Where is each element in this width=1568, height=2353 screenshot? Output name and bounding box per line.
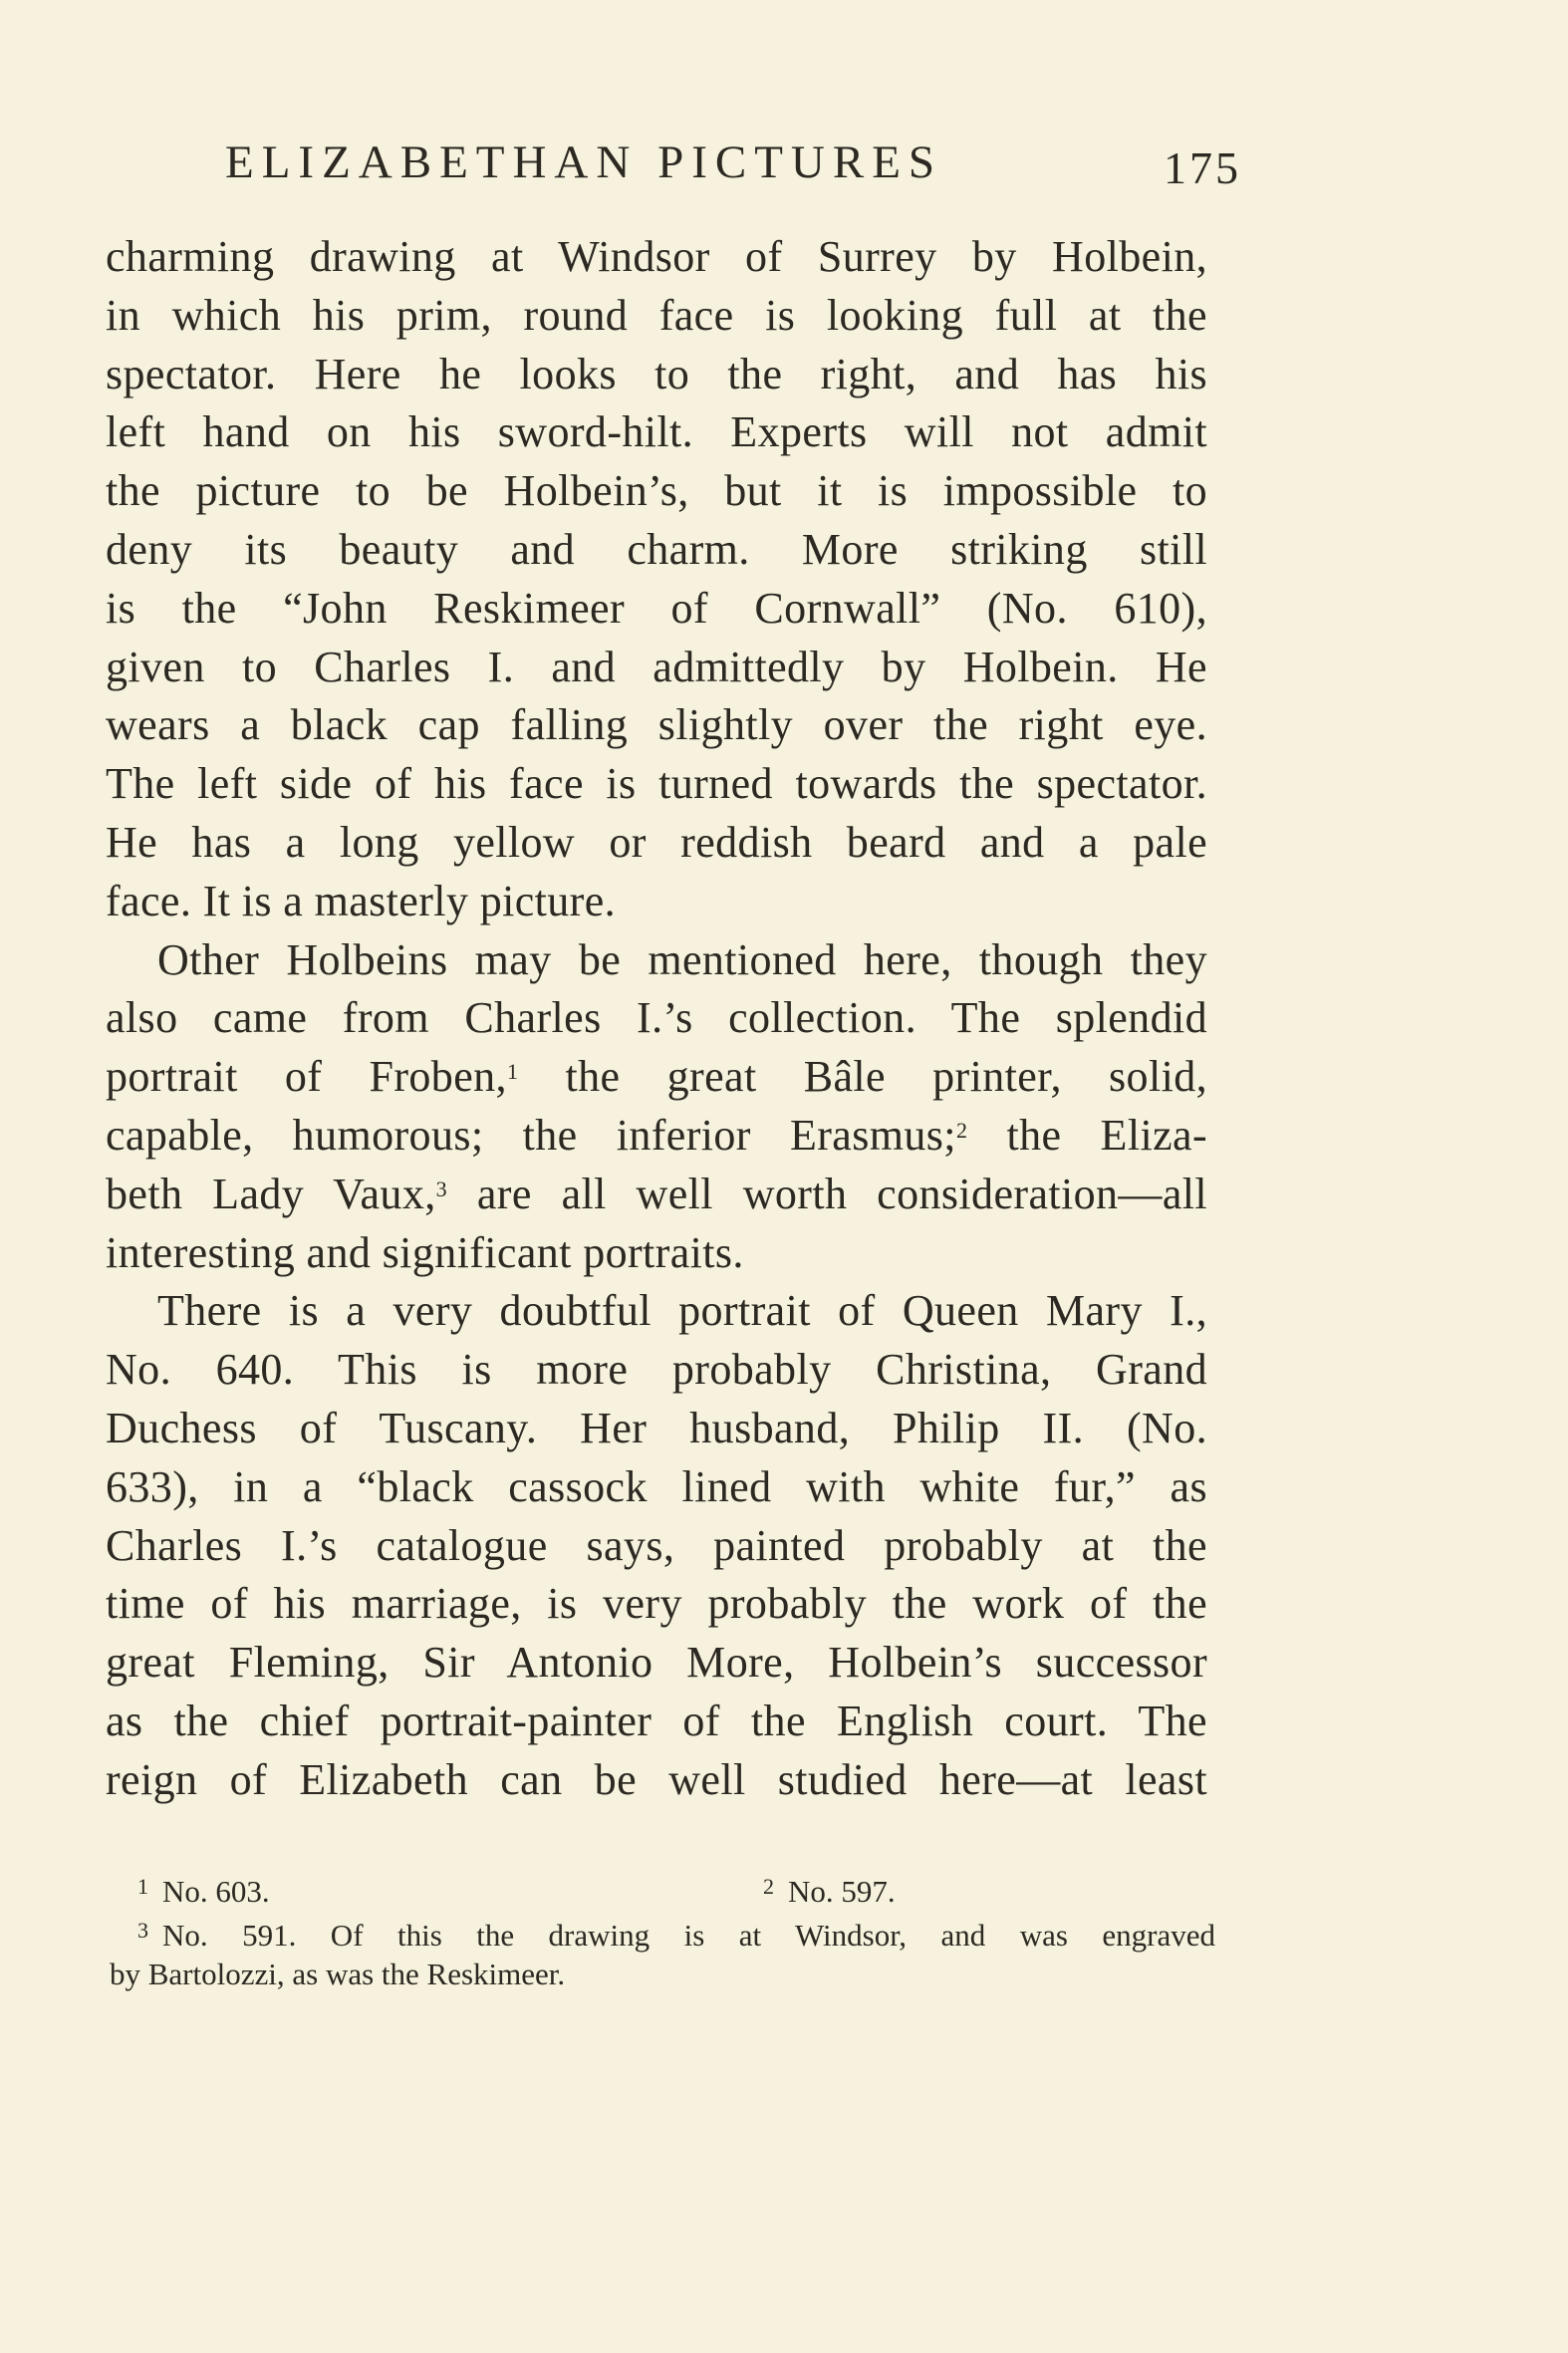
footnote-3-continued: by Bartolozzi, as was the Reskimeer. (110, 1957, 566, 1991)
text-line-vaux (106, 1166, 1207, 1224)
footnote-text: No. 603. (162, 1874, 270, 1909)
text-line: interesting and significant portraits. (106, 1227, 744, 1277)
text-line-froben (106, 1048, 1207, 1107)
footnotes (110, 1865, 1215, 1996)
text-line: deny its beauty and charm. More striking still (106, 524, 1207, 574)
footnote-1 (137, 1865, 270, 1914)
text-line: the picture to be Holbein’s, but it is impossible to (106, 466, 1207, 516)
text-fragment: are all well worth consideration—all (447, 1169, 1207, 1218)
text-fragment: beth Lady Vaux, (106, 1169, 436, 1218)
text-line: The left side of his face is turned towards the spectator. (106, 759, 1207, 809)
footnote-text: No. 597. (788, 1874, 896, 1909)
text-line: great Fleming, Sir Antonio More, Holbein’s successor (106, 1638, 1207, 1688)
text-line: 633), in a “black cassock lined with white fur,” as (106, 1461, 1207, 1511)
text-line: face. It is a masterly picture. (106, 876, 617, 925)
footnote-mark: 3 (137, 1918, 148, 1943)
footnote-ref-3: 3 (435, 1176, 448, 1201)
running-head (225, 128, 1241, 197)
text-line: wears a black cap falling slightly over the right eye. (106, 700, 1207, 750)
text-line: reign of Elizabeth can be well studied here—at least (106, 1754, 1207, 1804)
footnote-mark: 2 (763, 1874, 774, 1899)
footnote-ref-1: 1 (506, 1059, 519, 1085)
text-line: Other Holbeins may be mentioned here, though they (157, 934, 1207, 984)
footnote-mark: 1 (137, 1874, 148, 1899)
text-fragment: the Eliza- (967, 1110, 1207, 1160)
text-line: in which his prim, round face is looking full at the (106, 290, 1207, 340)
body-text (106, 228, 1207, 1810)
text-line: Duchess of Tuscany. Her husband, Philip II. (No. (106, 1403, 1207, 1452)
text-line: He has a long yellow or reddish beard and a pale (106, 817, 1207, 867)
running-title: ELIZABETHAN PICTURES (225, 136, 943, 188)
text-line-erasmus (106, 1107, 1207, 1166)
text-line: charming drawing at Windsor of Surrey by Holbein, (106, 232, 1207, 281)
text-line: No. 640. This is more probably Christina, Grand (106, 1345, 1207, 1395)
footnote-3 (110, 1909, 1215, 1953)
text-line: as the chief portrait-painter of the English court. The (106, 1696, 1207, 1745)
footnote-row (110, 1865, 1215, 1909)
text-line: spectator. Here he looks to the right, and has his (106, 349, 1207, 398)
text-fragment: the great Bâle printer, solid, (518, 1052, 1207, 1102)
footnote-ref-2: 2 (955, 1117, 968, 1143)
text-line: time of his marriage, is very probably the work of the (106, 1579, 1207, 1629)
footnote-2 (763, 1865, 896, 1914)
footnote-text: No. 591. Of this the drawing is at Windsor, and was engraved (162, 1918, 1215, 1953)
text-line: Charles I.’s catalogue says, painted probably at the (106, 1520, 1207, 1570)
page-number: 175 (1164, 142, 1241, 193)
text-fragment: portrait of Froben, (106, 1052, 507, 1102)
text-fragment: capable, humorous; the inferior Erasmus; (106, 1110, 956, 1160)
text-line: given to Charles I. and admittedly by Holbein. He (106, 642, 1207, 691)
text-line: is the “John Reskimeer of Cornwall” (No. 610), (106, 583, 1207, 633)
text-line: There is a very doubtful portrait of Queen Mary I., (157, 1286, 1207, 1336)
text-line: also came from Charles I.’s collection. The splendid (106, 993, 1207, 1043)
text-line: left hand on his sword-hilt. Experts will not admit (106, 407, 1207, 457)
